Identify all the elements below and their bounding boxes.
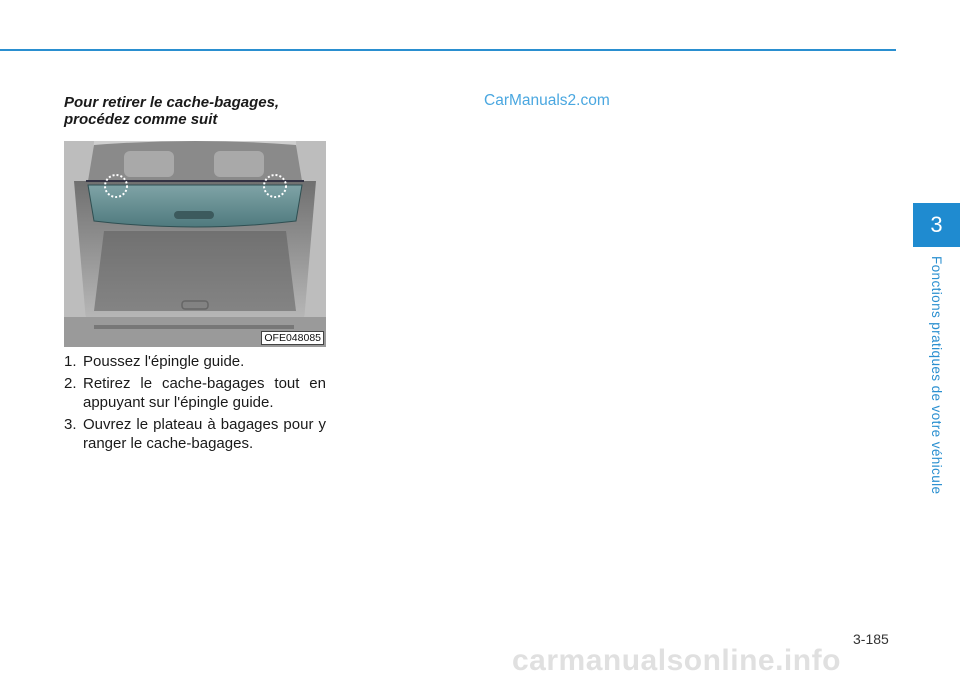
step-number: 1. bbox=[64, 353, 77, 370]
watermark-footer: carmanualsonline.info bbox=[512, 644, 841, 677]
step-text: Retirez le cache-bagages tout en appuyant sur l'épingle guide. bbox=[83, 375, 326, 411]
cargo-area-illustration bbox=[64, 141, 326, 347]
heading-line-1: Pour retirer le cache-bagages, bbox=[64, 94, 280, 111]
list-item bbox=[64, 415, 326, 453]
cargo-cover-figure bbox=[64, 141, 326, 347]
figure-code: OFE048085 bbox=[261, 331, 324, 345]
page-number: 3-185 bbox=[853, 631, 889, 647]
heading-line-2: procédez comme suit bbox=[64, 111, 218, 128]
instruction-list bbox=[64, 352, 326, 456]
watermark-link[interactable]: CarManuals2.com bbox=[484, 92, 610, 109]
step-number: 2. bbox=[64, 375, 77, 392]
step-text: Poussez l'épingle guide. bbox=[83, 353, 245, 370]
chapter-title: Fonctions pratiques de votre véhicule bbox=[929, 256, 944, 495]
list-item bbox=[64, 352, 326, 371]
chapter-number-tab: 3 bbox=[913, 203, 960, 247]
step-text: Ouvrez le plateau à bagages pour y ranger le cache-bagages. bbox=[83, 416, 326, 452]
step-number: 3. bbox=[64, 416, 77, 433]
header-rule bbox=[0, 49, 896, 51]
section-heading bbox=[64, 94, 364, 128]
list-item bbox=[64, 374, 326, 412]
